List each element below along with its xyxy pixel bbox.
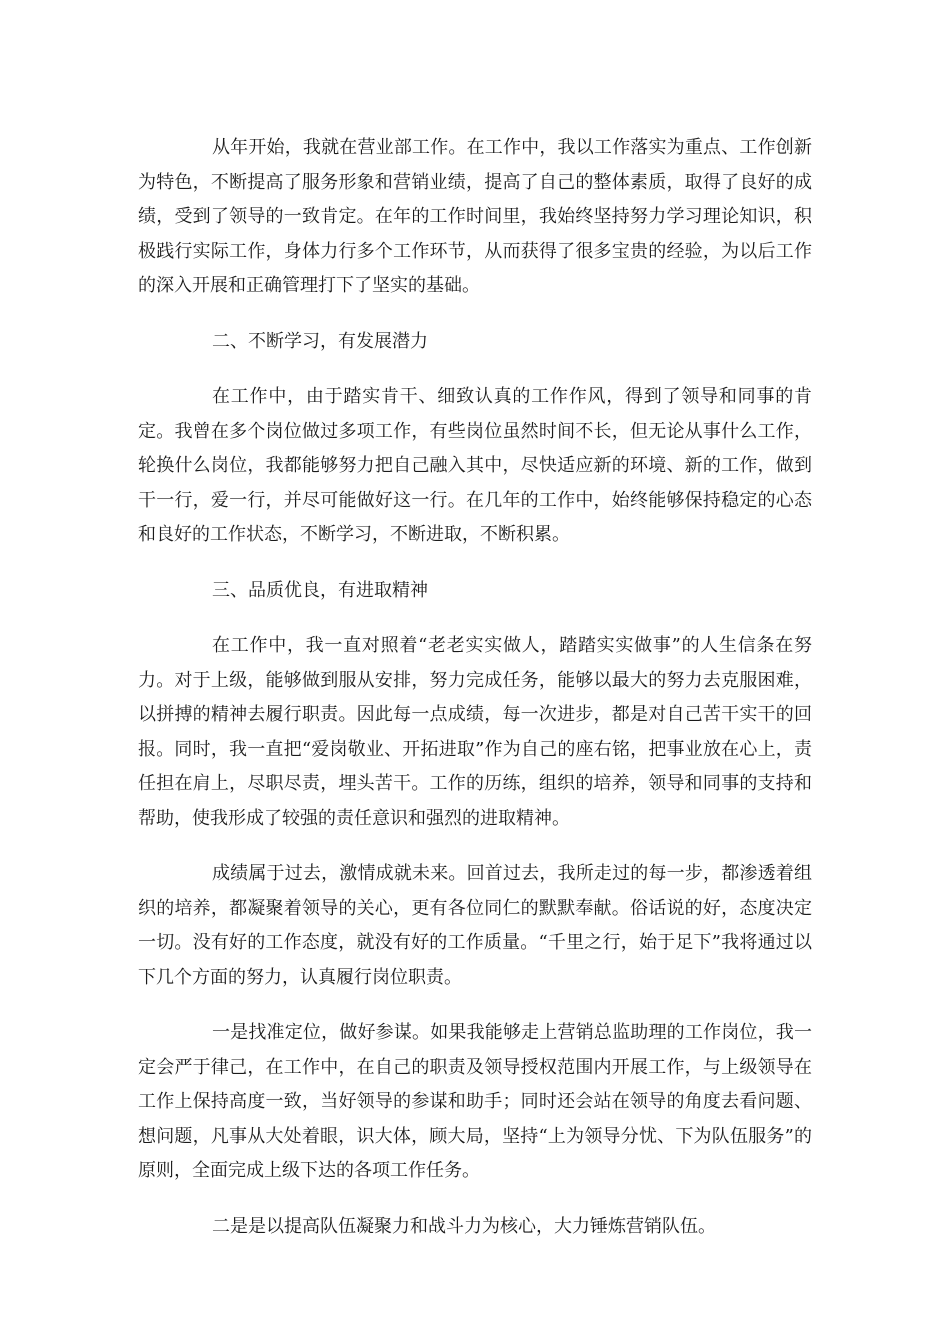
paragraph-future: 成绩属于过去，激情成就未来。回首过去，我所走过的每一步，都渗透着组织的培养，都凝聚着领导的关心，更有各位同仁的默默奉献。俗话说的好，态度决定一切。没有好的工作态度，就没有好的工作质量。“千里之行，始于足下”我将通过以下几个方面的努力，认真履行岗位职责。 (138, 863, 812, 988)
paragraph-gap (138, 608, 812, 629)
paragraph-work-history: 从年开始，我就在营业部工作。在工作中，我以工作落实为重点、工作创新为特色，不断提高了服务形象和营销业绩，提高了自己的整体素质，取得了良好的成绩，受到了领导的一致肯定。在年的工作时间里，我始终坚持努力学习理论知识，积极践行实际工作，身体力行多个工作环节，从而获得了很多宝贵的经验，为以后工作的深入开展和正确管理打下了坚实的基础。 (138, 137, 812, 296)
paragraph-positioning: 一是找准定位，做好参谋。如果我能够走上营销总监助理的工作岗位，我一定会严于律己，在工作中，在自己的职责及领导授权范围内开展工作，与上级领导在工作上保持高度一致，当好领导的参谋和助手；同时还会站在领导的角度去看问题、想问题，凡事从大处着眼，识大体，顾大局，坚持“上为领导分忧、下为队伍服务”的原则，全面完成上级下达的各项工作任务。 (138, 1022, 812, 1181)
paragraph-team: 二是是以提高队伍凝聚力和战斗力为核心，大力锤炼营销队伍。 (212, 1215, 716, 1237)
paragraph-gap (138, 553, 812, 574)
paragraph-gap (138, 359, 812, 380)
paragraph-gap (138, 1189, 812, 1210)
document-body (138, 131, 812, 1244)
section-heading-character: 三、品质优良，有进取精神 (212, 579, 428, 601)
section-heading-learning: 二、不断学习，有发展潜力 (212, 330, 428, 352)
paragraph-gap (138, 304, 812, 325)
paragraph-gap (138, 995, 812, 1016)
paragraph-learning: 在工作中，由于踏实肯干、细致认真的工作作风，得到了领导和同事的肯定。我曾在多个岗位做过多项工作，有些岗位虽然时间不长，但无论从事什么工作，轮换什么岗位，我都能够努力把自己融入其中，尽快适应新的环境、新的工作，做到干一行，爱一行，并尽可能做好这一行。在几年的工作中，始终能够保持稳定的心态和良好的工作状态，不断学习，不断进取，不断积累。 (138, 386, 812, 545)
paragraph-character: 在工作中，我一直对照着“老老实实做人，踏踏实实做事”的人生信条在努力。对于上级，能够做到服从安排，努力完成任务，能够以最大的努力去克服困难，以拼搏的精神去履行职责。因此每一点成绩，每一次进步，都是对自己苦干实干的回报。同时，我一直把“爱岗敬业、开拓进取”作为自己的座右铭，把事业放在心上，责任担在肩上，尽职尽责，埋头苦干。工作的历练，组织的培养，领导和同事的支持和帮助，使我形成了较强的责任意识和强烈的进取精神。 (138, 635, 812, 829)
paragraph-gap (138, 836, 812, 857)
